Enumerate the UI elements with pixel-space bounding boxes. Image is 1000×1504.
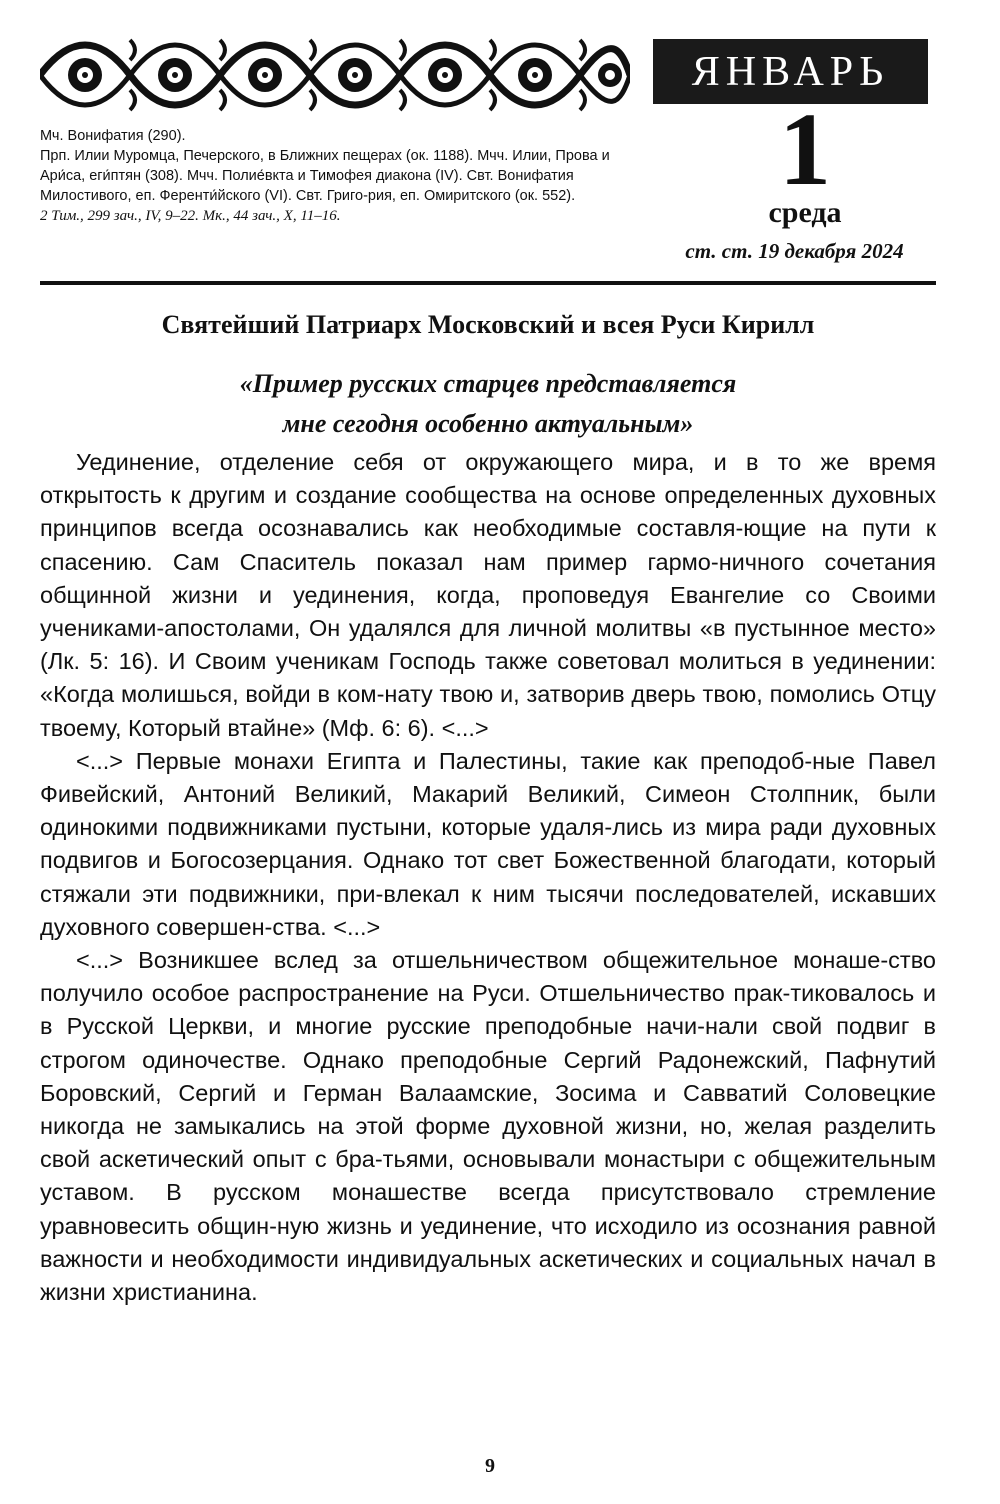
saints-commemoration bbox=[40, 126, 640, 226]
header-divider bbox=[40, 281, 936, 285]
scripture-readings: 2 Тим., 299 зач., IV, 9–22. Мк., 44 зач., X, 11–16. bbox=[40, 208, 341, 224]
weekday: среда bbox=[768, 196, 842, 229]
article-author: Святейший Патриарх Московский и всея Руси Кирилл bbox=[161, 310, 815, 339]
saints-line-2: Прп. Илии Муромца, Печерского, в Ближних пещерах (ок. 1188). Мчч. Илии, Прова и Ари́са, еги́птян (308). Мчч. Полие́вкта и Тимофея диакона (IV). Свт. Вонифатия Милостивого, еп. Ференти́йского (VI). Свт. Григо-рия, еп. Омиритского (ок. 552). bbox=[40, 148, 610, 204]
article-title-line-1: «Пример русских старцев представляется bbox=[239, 369, 737, 398]
paragraph-2: <...> Первые монахи Египта и Палестины, такие как преподоб-ные Павел Фивейский, Антоний Великий, Макарий Великий, Симеон Столпник, были одинокими подвижниками пустыни, которые удаля-лись из мира ради духовных подвигов и Богосозерцания. Однако тот свет Божественной благодати, который стяжали эти подвижники, при-влекал к ним тысячи последователей, искавших духовного совершен-ства. <...> bbox=[40, 747, 936, 940]
article-title-line-2: мне сегодня особенно актуальным» bbox=[282, 409, 694, 438]
month-label: ЯНВАРЬ bbox=[653, 39, 928, 104]
paragraph-1: Уединение, отделение себя от окружающего мира, и в то же время открытость к другим и создание сообщества на основе определенных духовных принципов всегда осознавались как необходимые составля-ющие на пути к спасению. Сам Спаситель показал нам пример гармо-ничного сочетания общинной жизни и уединения, когда, проповедуя Евангелие со Своими учениками-апостолами, Он удалялся для личной молитвы «в пустынное место» (Лк. 5: 16). И Своим ученикам Господь также советовал молиться в уединении: «Когда молишься, войди в ком-нату твою и, затворив дверь твою, помолись Отцу твоему, Который втайне» (Мф. 6: 6). <...> bbox=[40, 449, 936, 741]
page-number: 9 bbox=[485, 1455, 495, 1477]
saints-line-1: Мч. Вонифатия (290). bbox=[40, 128, 186, 144]
article-title bbox=[40, 364, 936, 444]
ornament-banner bbox=[40, 30, 630, 120]
paragraph-3: <...> Возникшее вслед за отшельничеством общежительное монаше-ство получило особое распространение на Руси. Отшельничество прак-тиковалось и в Русской Церкви, и многие русские преподобные начи-нали свой подвиг в строгом одиночестве. Однако преподобные Сергий Радонежский, Пафнутий Боровский, Сергий и Герман Валаамские, Зосима и Савватий Соловецкие никогда не замыкались на этой форме духовной жизни, но, желая разделить свой аскетический опыт с бра-тьями, основывали монастыри с общежительным уставом. В русском монашестве всегда присутствовало стремление уравновесить общин-ную жизнь и уединение, что исходило из осознания равной важности и необходимости индивидуальных аскетических и социальных начал в жизни христианина. bbox=[40, 947, 936, 1306]
old-style-date: ст. ст. 19 декабря 2024 bbox=[685, 239, 904, 263]
day-number: 1 bbox=[779, 92, 831, 207]
article-body bbox=[40, 446, 936, 1309]
